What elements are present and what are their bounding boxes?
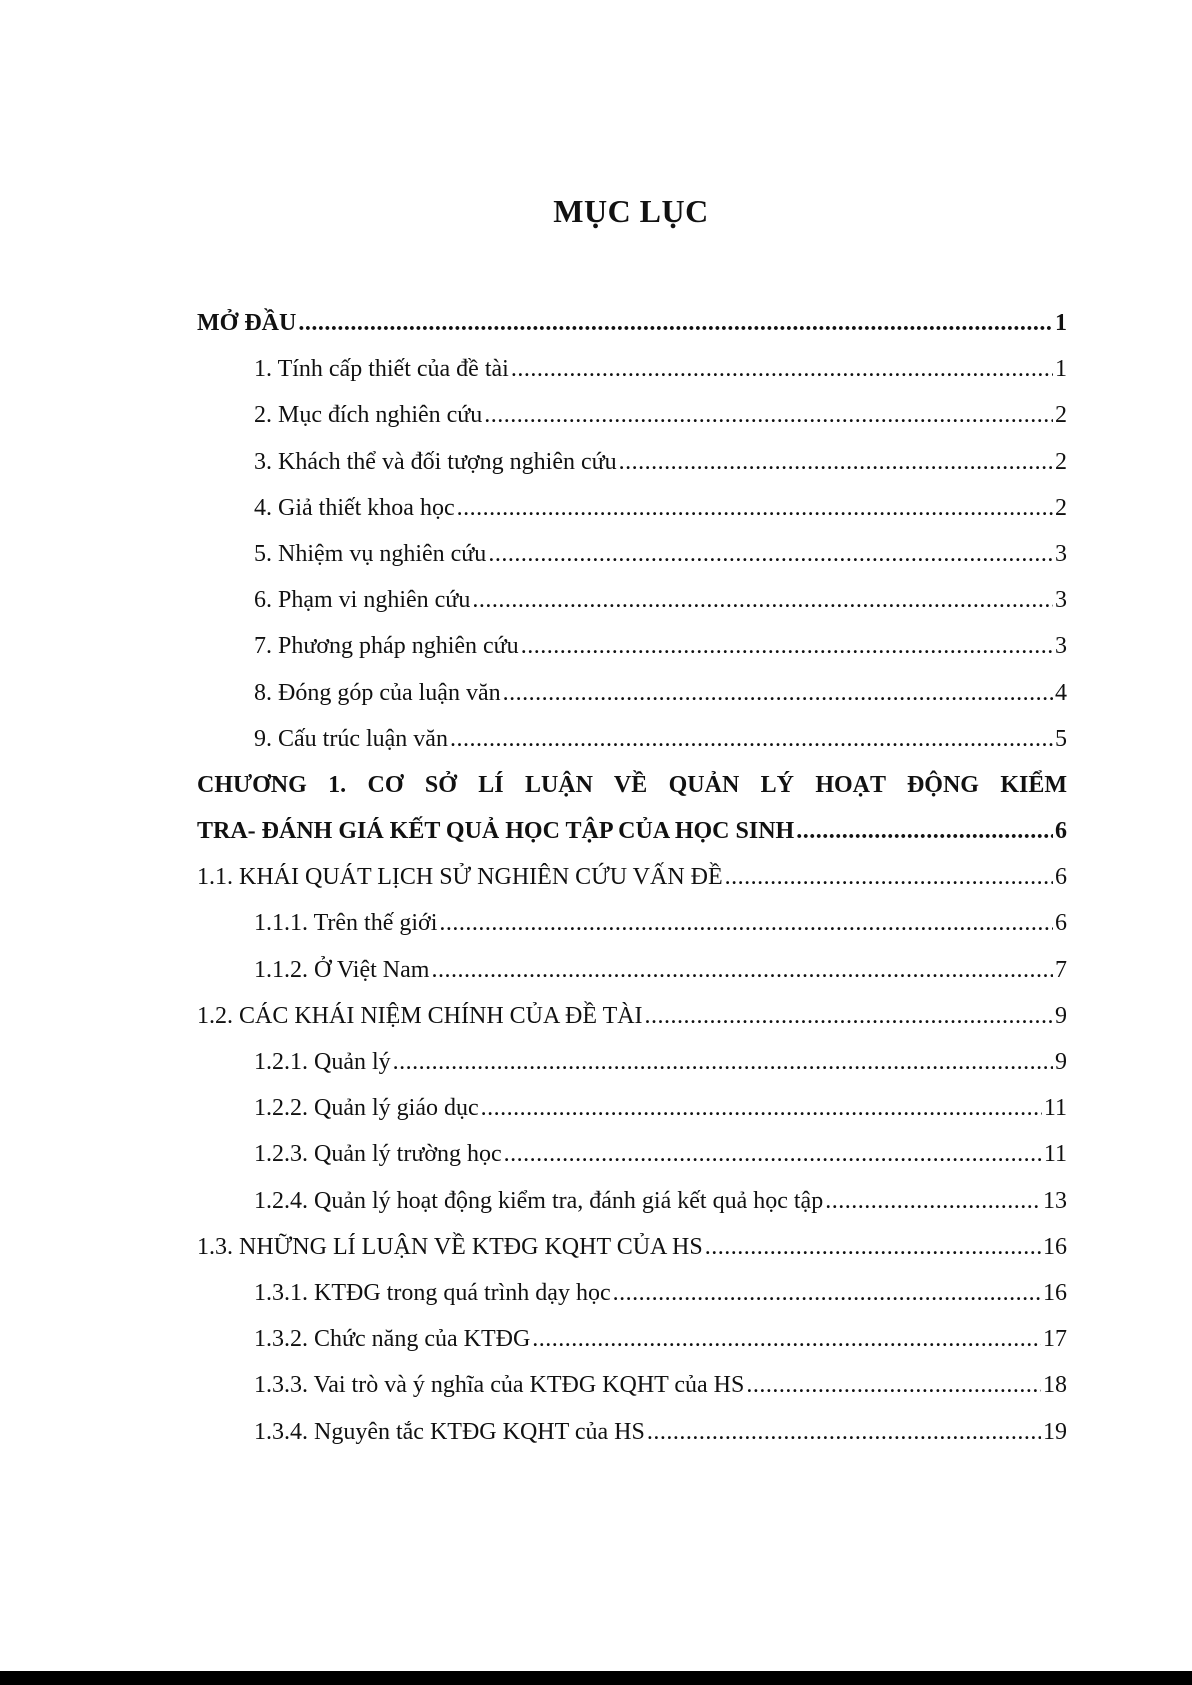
dot-leader (298, 300, 1053, 346)
toc-entry[interactable] (197, 439, 1067, 485)
toc-page-number: 1 (1055, 356, 1067, 383)
dot-leader (796, 808, 1053, 854)
toc-entry-label: 1.2.2. Quản lý giáo dục (254, 1095, 479, 1122)
dot-leader (532, 1316, 1041, 1362)
toc-page-number: 2 (1055, 494, 1067, 521)
toc-entry-label: 1.3.4. Nguyên tắc KTĐG KQHT của HS (254, 1418, 645, 1445)
toc-page-number: 3 (1055, 540, 1067, 567)
toc-entry-label: 1.3.3. Vai trò và ý nghĩa của KTĐG KQHT của HS (254, 1372, 745, 1399)
table-of-contents (197, 300, 1067, 1455)
toc-page-number: 16 (1043, 1279, 1067, 1306)
dot-leader (484, 392, 1053, 438)
toc-page-number: 16 (1043, 1233, 1067, 1260)
dot-leader (705, 1224, 1041, 1270)
toc-entry-label: 1.2.1. Quản lý (254, 1049, 391, 1075)
toc-entry[interactable] (197, 392, 1067, 438)
toc-entry-label: 1.2. CÁC KHÁI NIỆM CHÍNH CỦA ĐỀ TÀI (197, 1002, 643, 1029)
dot-leader (521, 623, 1053, 669)
dot-leader (647, 1409, 1041, 1455)
toc-page-number: 11 (1043, 1095, 1067, 1122)
toc-page-number: 9 (1055, 1002, 1067, 1029)
toc-entry-label: 1.3. NHỮNG LÍ LUẬN VỀ KTĐG KQHT CỦA HS (197, 1233, 703, 1260)
toc-page-number: 6 (1055, 818, 1067, 845)
toc-entry-label: 2. Mục đích nghiên cứu (254, 402, 483, 429)
dot-leader (725, 854, 1053, 900)
chapter-heading-line[interactable]: CHƯƠNG 1. CƠ SỞ LÍ LUẬN VỀ QUẢN LÝ HOẠT ĐỘNG KIỂM (197, 771, 1067, 798)
toc-entry[interactable] (197, 531, 1067, 577)
toc-entry-label: MỞ ĐẦU (197, 310, 297, 336)
toc-entry[interactable] (197, 300, 1067, 346)
toc-entry-label: 1.1.2. Ở Việt Nam (254, 956, 430, 983)
dot-leader (645, 993, 1053, 1039)
toc-page-number: 3 (1055, 587, 1067, 614)
toc-page-number: 19 (1043, 1418, 1067, 1445)
toc-entry[interactable] (197, 577, 1067, 623)
toc-entry[interactable] (197, 947, 1067, 993)
toc-entry[interactable] (197, 1270, 1067, 1316)
toc-page-number: 2 (1055, 448, 1067, 475)
toc-entry[interactable] (197, 1085, 1067, 1131)
toc-entry[interactable] (197, 1362, 1067, 1408)
toc-entry[interactable] (197, 808, 1067, 854)
toc-entry[interactable] (197, 1131, 1067, 1177)
dot-leader (472, 577, 1053, 623)
dot-leader (457, 485, 1053, 531)
toc-entry-label: 1.1. KHÁI QUÁT LỊCH SỬ NGHIÊN CỨU VẤN ĐỀ (197, 864, 723, 891)
bottom-border (0, 1671, 1192, 1685)
toc-page-number: 13 (1043, 1187, 1067, 1214)
toc-page-number: 4 (1055, 679, 1067, 706)
toc-entry-label: 1.1.1. Trên thế giới (254, 910, 438, 937)
dot-leader (393, 1039, 1053, 1085)
toc-page-number: 9 (1055, 1049, 1067, 1075)
toc-page-number: 6 (1055, 910, 1067, 937)
toc-entry[interactable] (197, 1178, 1067, 1224)
toc-page-number: 1 (1055, 310, 1067, 336)
dot-leader (488, 531, 1053, 577)
toc-entry[interactable] (197, 1316, 1067, 1362)
dot-leader (431, 947, 1053, 993)
dot-leader (619, 439, 1053, 485)
toc-entry-label: 4. Giả thiết khoa học (254, 494, 455, 521)
toc-entry[interactable] (197, 993, 1067, 1039)
dot-leader (503, 670, 1053, 716)
toc-entry[interactable] (197, 716, 1067, 762)
toc-page-number: 3 (1055, 633, 1067, 660)
toc-entry[interactable] (197, 854, 1067, 900)
dot-leader (504, 1131, 1042, 1177)
toc-entry-label: 9. Cấu trúc luận văn (254, 725, 448, 752)
page-title: MỤC LỤC (553, 193, 709, 229)
toc-entry[interactable] (197, 1409, 1067, 1455)
toc-entry-label: 1.2.3. Quản lý trường học (254, 1141, 502, 1168)
toc-entry-label: 1.3.1. KTĐG trong quá trình dạy học (254, 1279, 611, 1306)
toc-entry-label: 6. Phạm vi nghiên cứu (254, 587, 471, 614)
toc-entry-label: 5. Nhiệm vụ nghiên cứu (254, 540, 487, 567)
toc-entry-label: 1. Tính cấp thiết của đề tài (254, 356, 509, 383)
dot-leader (439, 900, 1053, 946)
toc-entry[interactable] (197, 1224, 1067, 1270)
toc-entry-label: 1.2.4. Quản lý hoạt động kiểm tra, đánh giá kết quả học tập (254, 1187, 824, 1214)
dot-leader (481, 1085, 1042, 1131)
dot-leader (613, 1270, 1041, 1316)
toc-entry[interactable] (197, 346, 1067, 392)
toc-entry-label: 8. Đóng góp của luận văn (254, 679, 501, 706)
toc-page-number: 18 (1043, 1372, 1067, 1399)
toc-entry-label: 3. Khách thể và đối tượng nghiên cứu (254, 448, 617, 475)
dot-leader (511, 346, 1053, 392)
toc-page-number: 2 (1055, 402, 1067, 429)
toc-entry-label: 7. Phương pháp nghiên cứu (254, 633, 519, 660)
toc-entry[interactable] (197, 900, 1067, 946)
toc-page-number: 7 (1055, 956, 1067, 983)
toc-page-number: 17 (1043, 1326, 1067, 1353)
dot-leader (746, 1362, 1041, 1408)
toc-entry-label: TRA- ĐÁNH GIÁ KẾT QUẢ HỌC TẬP CỦA HỌC SINH (197, 818, 795, 845)
toc-entry[interactable] (197, 623, 1067, 669)
toc-entry[interactable] (197, 670, 1067, 716)
toc-entry[interactable] (197, 485, 1067, 531)
toc-entry[interactable] (197, 1039, 1067, 1085)
toc-page-number: 11 (1043, 1141, 1067, 1168)
toc-entry-label: 1.3.2. Chức năng của KTĐG (254, 1326, 531, 1353)
toc-page-number: 6 (1055, 864, 1067, 891)
toc-page-number: 5 (1055, 725, 1067, 752)
dot-leader (450, 716, 1053, 762)
dot-leader (825, 1178, 1041, 1224)
